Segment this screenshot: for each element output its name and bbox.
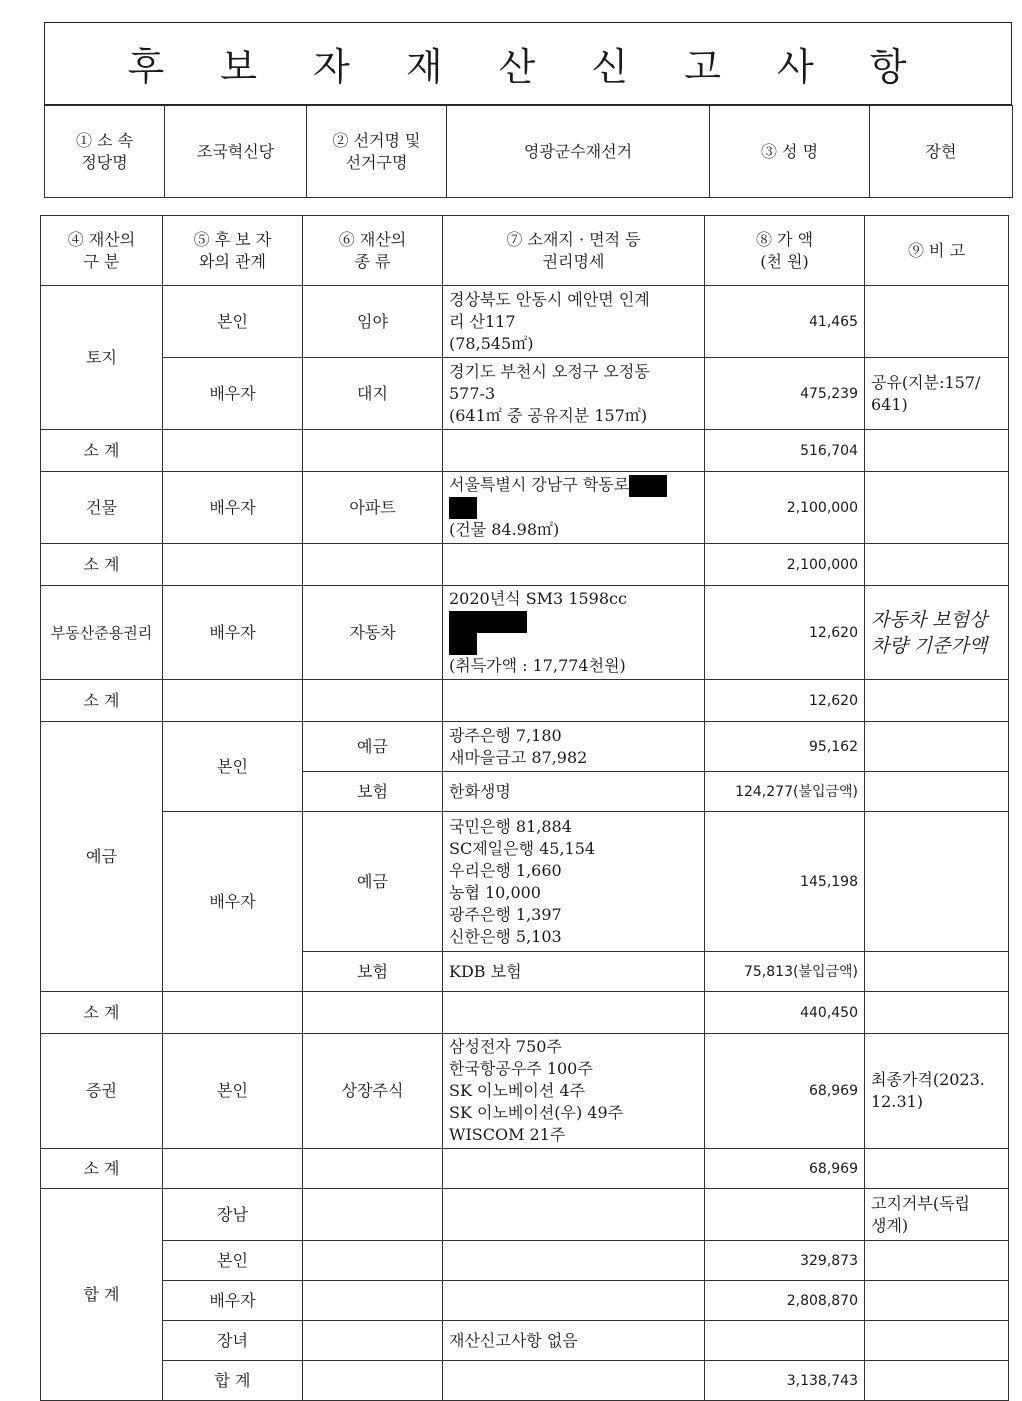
table-row <box>41 722 1009 772</box>
land-category: 토지 <box>41 286 163 430</box>
header-category: ④ 재산의 구 분 <box>41 216 163 286</box>
party-value: 조국혁신당 <box>165 106 307 198</box>
building-value: 2,100,000 <box>705 472 865 544</box>
land-value: 475,239 <box>705 358 865 430</box>
building-relation: 배우자 <box>163 472 303 544</box>
insurance-self-detail: 한화생명 <box>443 772 705 812</box>
property-table <box>40 215 1009 1401</box>
rights-value: 12,620 <box>705 586 865 680</box>
totals-relation: 장녀 <box>163 1321 303 1361</box>
header-row <box>41 216 1009 286</box>
header-note: ⑨ 비 고 <box>865 216 1009 286</box>
table-row <box>41 286 1009 358</box>
land-subtotal: 516,704 <box>705 430 865 472</box>
land-relation: 본인 <box>163 286 303 358</box>
securities-kind: 상장주식 <box>303 1034 443 1149</box>
totals-detail <box>443 1189 705 1241</box>
subtotal-row <box>41 680 1009 722</box>
totals-detail <box>443 1241 705 1281</box>
document-title <box>44 22 1012 105</box>
land-detail: 경상북도 안동시 예안면 인계 리 산117 (78,545㎡) <box>443 286 705 358</box>
securities-note: 최종가격(2023. 12.31) <box>865 1034 1009 1149</box>
table-row <box>41 1281 1009 1321</box>
header-kind: ⑥ 재산의 종 류 <box>303 216 443 286</box>
land-note: 공유(지분:157/ 641) <box>865 358 1009 430</box>
land-note <box>865 286 1009 358</box>
deposits-self-relation: 본인 <box>163 722 303 812</box>
securities-detail: 삼성전자 750주 한국항공우주 100주 SK 이노베이션 4주 SK 이노베이션(우) 49주 WISCOM 21주 <box>443 1034 705 1149</box>
totals-value <box>705 1321 865 1361</box>
land-kind: 임야 <box>303 286 443 358</box>
deposits-self-detail: 광주은행 7,180 새마을금고 87,982 <box>443 722 705 772</box>
table-row <box>41 812 1009 952</box>
rights-relation: 배우자 <box>163 586 303 680</box>
table-row <box>41 1034 1009 1149</box>
insurance-self-kind: 보험 <box>303 772 443 812</box>
totals-relation: 본인 <box>163 1241 303 1281</box>
subtotal-label: 소 계 <box>41 544 163 586</box>
totals-detail <box>443 1281 705 1321</box>
totals-relation: 배우자 <box>163 1281 303 1321</box>
deposits-self-value: 95,162 <box>705 722 865 772</box>
header-relation: ⑤ 후 보 자 와의 관계 <box>163 216 303 286</box>
totals-value <box>705 1189 865 1241</box>
subtotal-row <box>41 1149 1009 1189</box>
rights-kind: 자동차 <box>303 586 443 680</box>
deposits-spouse-detail: 국민은행 81,884 SC제일은행 45,154 우리은행 1,660 농협 10,000 광주은행 1,397 신한은행 5,103 <box>443 812 705 952</box>
building-detail-line2: (건물 84.98㎡) <box>449 520 560 539</box>
name-label: ③ 성 명 <box>710 106 870 198</box>
securities-relation: 본인 <box>163 1034 303 1149</box>
grand-total-value: 3,138,743 <box>705 1361 865 1401</box>
deposits-spouse-kind: 예금 <box>303 812 443 952</box>
redaction-box <box>449 497 477 519</box>
securities-category: 증권 <box>41 1034 163 1149</box>
building-kind: 아파트 <box>303 472 443 544</box>
table-row <box>41 472 1009 544</box>
totals-note: 고지거부(독립 생계) <box>865 1189 1009 1241</box>
securities-subtotal: 68,969 <box>705 1149 865 1189</box>
header-value: ⑧ 가 액 (천 원) <box>705 216 865 286</box>
totals-note <box>865 1321 1009 1361</box>
totals-note <box>865 1281 1009 1321</box>
grand-total-row <box>41 1361 1009 1401</box>
election-label: ② 선거명 및 선거구명 <box>307 106 447 198</box>
deposits-self-kind: 예금 <box>303 722 443 772</box>
candidate-info-table <box>44 105 1013 198</box>
land-value: 41,465 <box>705 286 865 358</box>
subtotal-label: 소 계 <box>41 430 163 472</box>
totals-value: 2,808,870 <box>705 1281 865 1321</box>
insurance-self-value: 124,277(불입금액) <box>705 772 865 812</box>
totals-value: 329,873 <box>705 1241 865 1281</box>
name-value: 장현 <box>870 106 1013 198</box>
rights-handwritten-note: 자동차 보험상 차량 기준가액 <box>865 586 1009 680</box>
totals-detail: 재산신고사항 없음 <box>443 1321 705 1361</box>
rights-detail-line2: (취득가액 : 17,774천원) <box>449 656 626 675</box>
building-detail <box>443 472 705 544</box>
totals-note <box>865 1361 1009 1401</box>
subtotal-label: 소 계 <box>41 1149 163 1189</box>
building-subtotal: 2,100,000 <box>705 544 865 586</box>
header-detail: ⑦ 소재지 · 면적 등 권리명세 <box>443 216 705 286</box>
building-category: 건물 <box>41 472 163 544</box>
land-kind: 대지 <box>303 358 443 430</box>
land-detail: 경기도 부천시 오정구 오정동 577-3 (641㎡ 중 공유지분 157㎡) <box>443 358 705 430</box>
election-value: 영광군수재선거 <box>447 106 710 198</box>
totals-relation: 합 계 <box>163 1361 303 1401</box>
insurance-spouse-value: 75,813(불입금액) <box>705 952 865 992</box>
totals-detail <box>443 1361 705 1401</box>
table-row <box>41 1241 1009 1281</box>
insurance-spouse-detail: KDB 보험 <box>443 952 705 992</box>
rights-subtotal: 12,620 <box>705 680 865 722</box>
party-label: ① 소 속 정당명 <box>45 106 165 198</box>
insurance-spouse-kind: 보험 <box>303 952 443 992</box>
subtotal-label: 소 계 <box>41 680 163 722</box>
building-detail-line1: 서울특별시 강남구 학동로 <box>449 475 630 494</box>
deposits-subtotal: 440,450 <box>705 992 865 1034</box>
rights-detail-line1: 2020년식 SM3 1598cc <box>449 589 627 608</box>
subtotal-row <box>41 544 1009 586</box>
totals-relation: 장남 <box>163 1189 303 1241</box>
deposits-category: 예금 <box>41 722 163 992</box>
rights-category: 부동산준용권리 <box>41 586 163 680</box>
deposits-spouse-value: 145,198 <box>705 812 865 952</box>
title-text: 후 보 자 재 산 신 고 사 항 <box>127 45 929 89</box>
redaction-box <box>629 475 667 497</box>
table-row <box>41 358 1009 430</box>
subtotal-row <box>41 430 1009 472</box>
table-row <box>41 1321 1009 1361</box>
securities-value: 68,969 <box>705 1034 865 1149</box>
subtotal-label: 소 계 <box>41 992 163 1034</box>
deposits-spouse-relation: 배우자 <box>163 812 303 992</box>
rights-detail <box>443 586 705 680</box>
redaction-box <box>449 611 527 633</box>
table-row <box>41 586 1009 680</box>
table-row <box>41 1189 1009 1241</box>
totals-category: 합 계 <box>41 1189 163 1401</box>
land-relation: 배우자 <box>163 358 303 430</box>
redaction-box <box>449 633 477 655</box>
subtotal-row <box>41 992 1009 1034</box>
totals-note <box>865 1241 1009 1281</box>
